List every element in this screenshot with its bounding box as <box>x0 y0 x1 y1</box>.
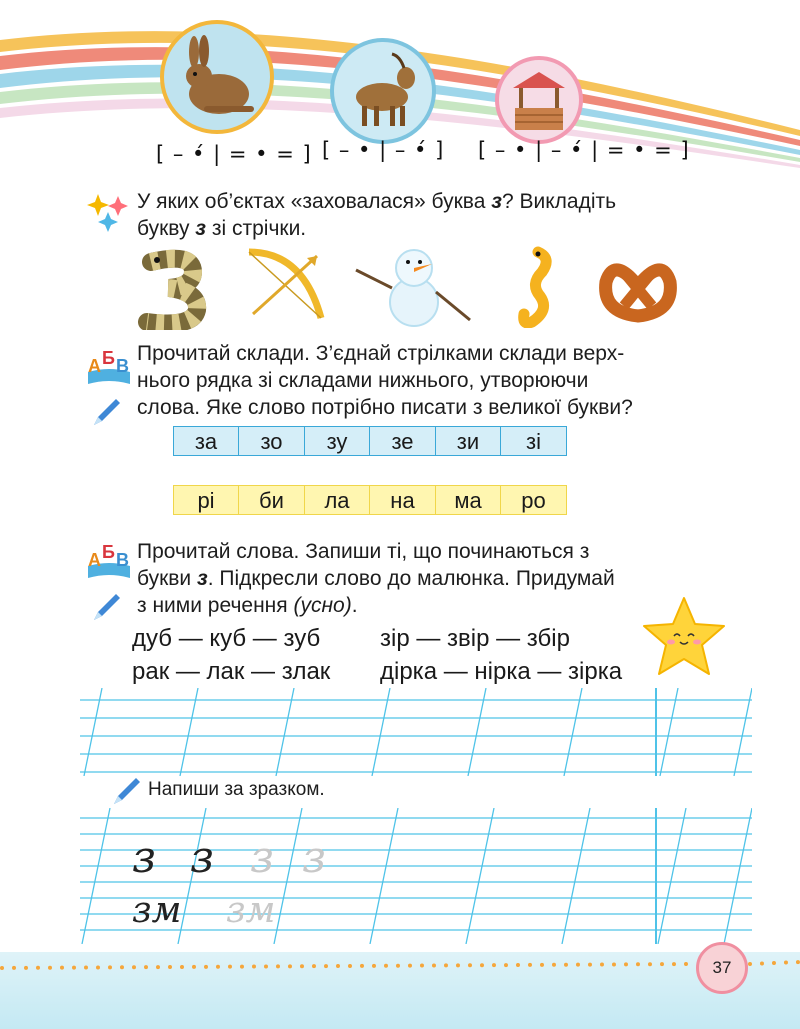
syllable-cell[interactable]: зи <box>435 426 502 456</box>
svg-text:А: А <box>88 356 101 376</box>
svg-text:В: В <box>116 550 129 570</box>
seahorse-icon <box>508 244 556 328</box>
syllable-cell[interactable]: за <box>173 426 240 456</box>
svg-text:Б: Б <box>102 542 115 562</box>
sample-syllable-dark: зм <box>132 890 182 931</box>
hare-icon <box>164 24 270 130</box>
sample-letter-dark: з <box>132 832 156 883</box>
page-number: 37 <box>696 942 748 994</box>
sound-scheme-well: [ – • | – •́ | = • = ] <box>478 138 690 162</box>
syllable-row-top <box>174 426 567 456</box>
sparkle-icon <box>86 192 130 232</box>
task4-instructions: Напиши за зразком. <box>148 779 325 800</box>
syllable-cell[interactable]: би <box>238 485 305 515</box>
svg-text:Б: Б <box>102 348 115 368</box>
svg-text:В: В <box>116 356 129 376</box>
goat-icon <box>334 42 432 140</box>
svg-text:А: А <box>88 550 101 570</box>
sample-letter-dark: з <box>190 832 214 883</box>
well-picture <box>495 56 583 144</box>
hare-picture <box>160 20 274 134</box>
abv-book-icon <box>86 346 132 386</box>
abv-book-icon <box>86 540 132 580</box>
dotted-divider <box>0 958 800 972</box>
goat-picture <box>330 38 436 144</box>
well-icon <box>499 60 579 140</box>
syllable-cell[interactable]: зо <box>238 426 305 456</box>
task1-instructions: У яких об’єктах «заховалася» буква з? Викладіть букву з зі стрічки. <box>137 190 617 240</box>
syllable-cell[interactable]: зі <box>500 426 567 456</box>
syllable-cell[interactable]: зу <box>304 426 371 456</box>
snake-icon <box>133 248 215 330</box>
sample-letter-trace: з <box>250 832 274 883</box>
handwriting-lines-area[interactable] <box>80 688 752 776</box>
word-list <box>132 622 622 688</box>
syllable-cell[interactable]: зе <box>369 426 436 456</box>
snowman-icon <box>352 244 476 328</box>
word-group: зір — звір — збір <box>380 625 570 652</box>
task2-instructions: Прочитай склади. З’єднай стрілками склади верх- нього рядка зі складами нижнього, утворюючи слова. Яке слово потрібно писати з великої букви? <box>137 342 633 419</box>
sound-scheme-hare: [ – •́ | = • = ] <box>156 142 312 166</box>
syllable-cell[interactable]: ла <box>304 485 371 515</box>
syllable-cell[interactable]: ма <box>435 485 502 515</box>
syllable-cell[interactable]: рі <box>173 485 240 515</box>
pen-icon <box>90 395 124 429</box>
word-group: дуб — куб — зуб <box>132 625 321 652</box>
sample-letter-trace: з <box>302 832 326 883</box>
sample-syllable-trace: зм <box>226 890 276 931</box>
pretzel-icon <box>594 246 682 328</box>
sound-scheme-goat: [ – • | – •́ ] <box>322 138 445 162</box>
word-group: рак — лак — злак <box>132 658 331 685</box>
syllable-cell[interactable]: ро <box>500 485 567 515</box>
pen-icon <box>110 774 144 808</box>
syllable-cell[interactable]: на <box>369 485 436 515</box>
pen-icon <box>90 590 124 624</box>
task3-instructions: Прочитай слова. Запиши ті, що починаються з букви з. Підкресли слово до малюнка. Придумай з ними речення (усно). <box>137 540 615 617</box>
bow-and-arrow-icon <box>243 246 329 324</box>
star-icon <box>640 594 728 678</box>
word-group: дірка — нірка — зірка <box>380 658 623 685</box>
syllable-row-bottom <box>174 485 567 515</box>
